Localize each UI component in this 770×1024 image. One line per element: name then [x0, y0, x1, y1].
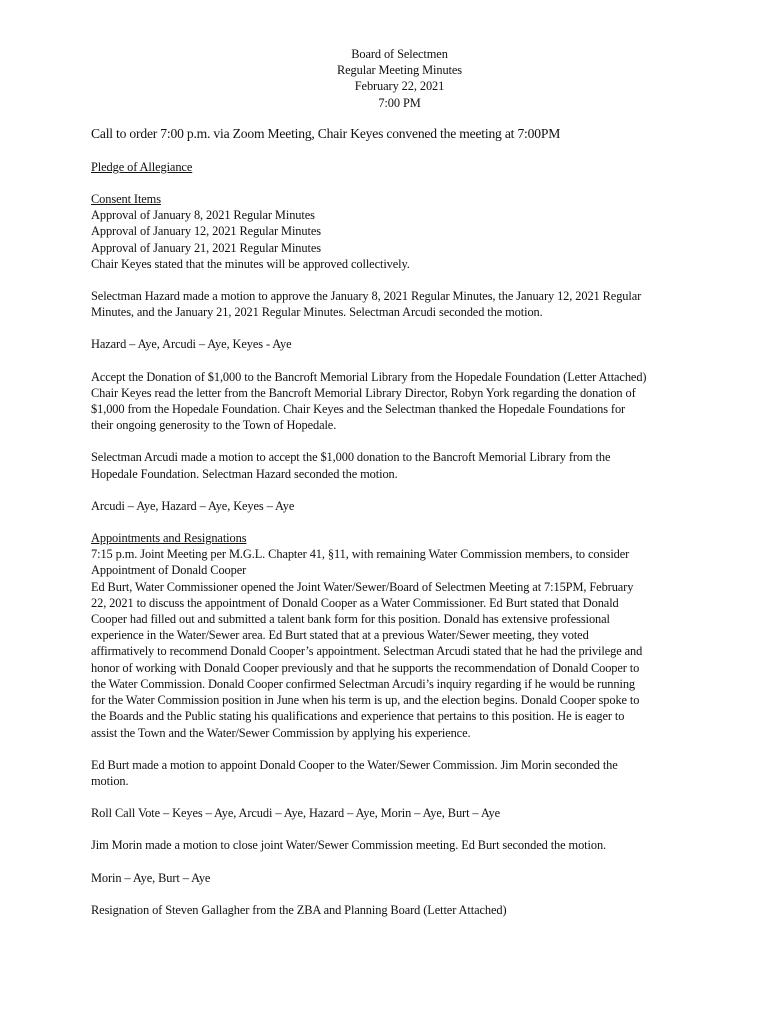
header-meeting-type: Regular Meeting Minutes: [336, 63, 463, 78]
consent-item-2: Approval of January 12, 2021 Regular Minutes: [91, 224, 321, 239]
consent-item-1: Approval of January 8, 2021 Regular Minutes: [91, 208, 315, 223]
consent-motion-line-2: Minutes, and the January 21, 2021 Regular Minutes. Selectman Arcudi seconded the motion.: [91, 305, 543, 320]
consent-vote: [91, 336, 718, 352]
consent-note: Chair Keyes stated that the minutes will be approved collectively.: [91, 256, 410, 271]
roll-call-vote-text: Roll Call Vote – Keyes – Aye, Arcudi – Aye, Hazard – Aye, Morin – Aye, Burt – Aye: [91, 806, 501, 821]
appointments-line-8: honor of working with Donald Cooper previously and that he supports the recommendation of Donald Cooper to: [91, 660, 640, 675]
resignation-item: [91, 902, 718, 918]
appointments-line-4: 22, 2021 to discuss the appointment of Donald Cooper as a Water Commissioner. Ed Burt stated that Donald: [91, 595, 619, 610]
donation-line-2: Chair Keyes read the letter from the Bancroft Memorial Library Director, Robyn York regarding the donation of: [91, 385, 636, 400]
call-to-order: Call to order 7:00 p.m. via Zoom Meeting, Chair Keyes convened the meeting at 7:00PM: [91, 125, 561, 141]
consent-vote-text: Hazard – Aye, Arcudi – Aye, Keyes - Aye: [91, 337, 292, 352]
appointments-section: [91, 530, 718, 741]
consent-heading: Consent Items: [91, 192, 161, 207]
donation-motion-line-2: Hopedale Foundation. Selectman Hazard seconded the motion.: [91, 466, 398, 481]
roll-call-vote: [91, 805, 718, 821]
header-board: Board of Selectmen: [351, 47, 448, 61]
donation-motion: [91, 449, 718, 481]
pledge-section: [91, 159, 718, 175]
appointment-motion: [91, 757, 718, 789]
donation-section: [91, 369, 718, 434]
close-joint-motion: [91, 837, 718, 853]
consent-motion: [91, 288, 718, 320]
appointments-line-9: the Water Commission. Donald Cooper confirmed Selectman Arcudi’s inquiry regarding if he would be running: [91, 676, 636, 691]
donation-line-3: $1,000 from the Hopedale Foundation. Chair Keyes and the Selectman thanked the Hopedale Foundations for: [91, 402, 626, 417]
appointment-motion-line-2: motion.: [91, 773, 129, 788]
appointments-line-1: 7:15 p.m. Joint Meeting per M.G.L. Chapter 41, §11, with remaining Water Commission members, to consider: [91, 547, 630, 562]
appointments-line-11: the Boards and the Public stating his qualifications and experience that pertains to this position. He is eager to: [91, 709, 625, 724]
appointments-line-3: Ed Burt, Water Commissioner opened the Joint Water/Sewer/Board of Selectmen Meeting at 7:15PM, February: [91, 579, 634, 594]
appointments-line-12: assist the Town and the Water/Sewer Commission by applying his experience.: [91, 725, 471, 740]
header-date: February 22, 2021: [354, 79, 445, 94]
donation-line-4: their ongoing generosity to the Town of Hopedale.: [91, 418, 337, 433]
appointments-line-10: for the Water Commission position in June when his term is up, and the election begins. Donald Cooper spoke to: [91, 693, 640, 708]
consent-section: [91, 191, 718, 272]
appointments-line-2: Appointment of Donald Cooper: [91, 563, 247, 578]
consent-item-3: Approval of January 21, 2021 Regular Minutes: [91, 240, 321, 255]
donation-vote-text: Arcudi – Aye, Hazard – Aye, Keyes – Aye: [91, 498, 295, 513]
resignation-text: Resignation of Steven Gallagher from the ZBA and Planning Board (Letter Attached): [91, 902, 507, 917]
appointments-line-7: affirmatively to recommend Donald Cooper’s appointment. Selectman Arcudi stated that he had the privilege and: [91, 644, 643, 659]
appointments-line-6: experience in the Water/Sewer area. Ed Burt stated that at a previous Water/Sewer meeting, they voted: [91, 628, 589, 643]
appointments-line-5: Cooper had filled out and submitted a talent bank form for this position. Donald has extensive professional: [91, 612, 610, 627]
close-joint-vote: [91, 870, 718, 886]
document-header: [81, 46, 718, 111]
pledge-heading: Pledge of Allegiance: [91, 159, 193, 174]
consent-motion-line-1: Selectman Hazard made a motion to approve the January 8, 2021 Regular Minutes, the January 12, 2021 Regular: [91, 289, 642, 304]
donation-vote: [91, 498, 718, 514]
appointments-heading: Appointments and Resignations: [91, 531, 247, 546]
donation-line-1: Accept the Donation of $1,000 to the Bancroft Memorial Library from the Hopedale Foundation (Letter Attached): [91, 369, 647, 384]
donation-motion-line-1: Selectman Arcudi made a motion to accept the $1,000 donation to the Bancroft Memorial Library from the: [91, 450, 611, 465]
close-joint-vote-text: Morin – Aye, Burt – Aye: [91, 870, 211, 885]
appointment-motion-line-1: Ed Burt made a motion to appoint Donald Cooper to the Water/Sewer Commission. Jim Morin seconded the: [91, 757, 618, 772]
close-joint-motion-text: Jim Morin made a motion to close joint Water/Sewer Commission meeting. Ed Burt seconded the motion.: [91, 838, 607, 853]
header-time: 7:00 PM: [378, 95, 421, 110]
